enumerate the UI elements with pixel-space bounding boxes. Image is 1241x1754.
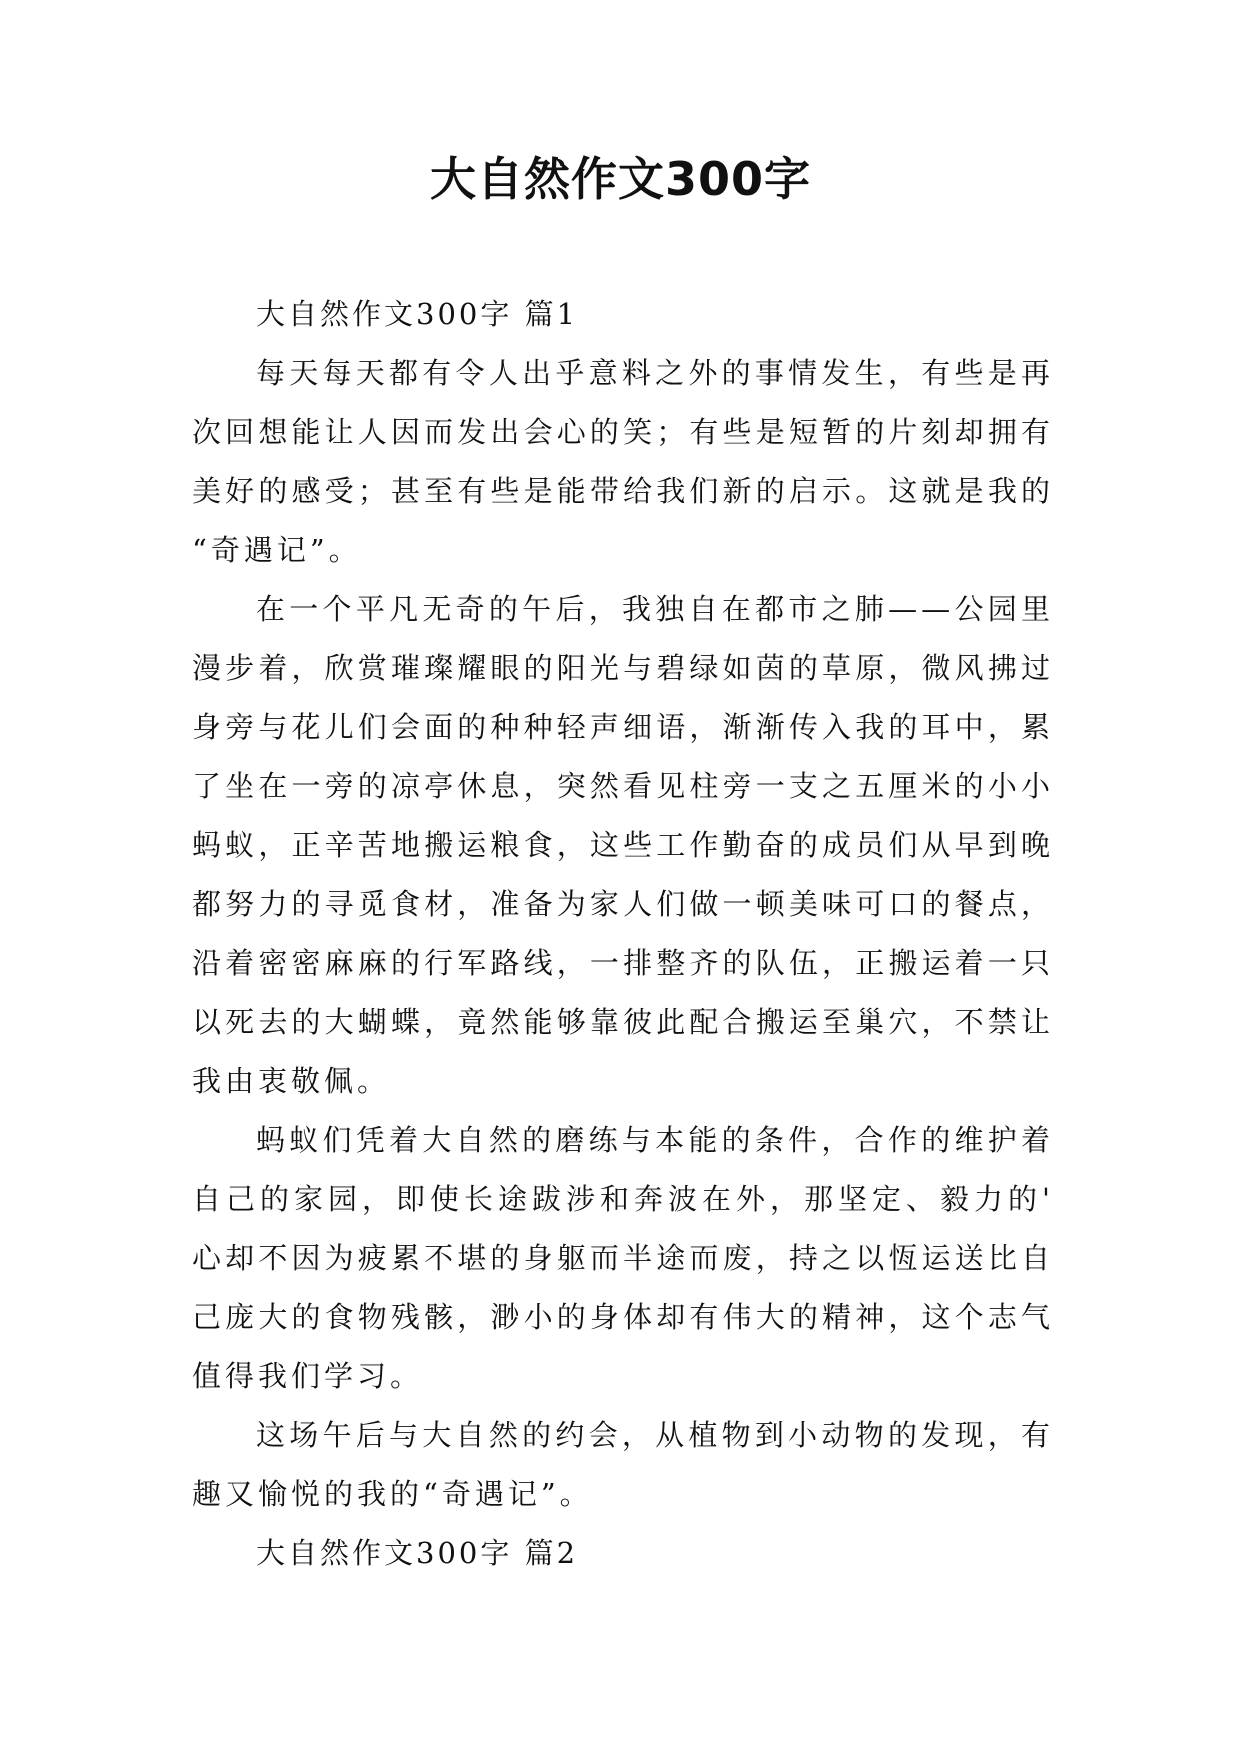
- paragraph: 每天每天都有令人出乎意料之外的事情发生，有些是再次回想能让人因而发出会心的笑；有些是短暂的片刻却拥有美好的感受；甚至有些是能带给我们新的启示。这就是我的“奇遇记”。: [192, 356, 1054, 567]
- section-heading: 大自然作文300字 篇2: [256, 1536, 579, 1570]
- document-body: [192, 285, 1054, 1583]
- section-heading: 大自然作文300字 篇1: [256, 297, 579, 331]
- paragraph: 蚂蚁们凭着大自然的磨练与本能的条件，合作的维护着自己的家园，即使长途跋涉和奔波在外，那坚定、毅力的'心却不因为疲累不堪的身躯而半途而废，持之以恆运送比自己庞大的食物残骸，渺小的身体却有伟大的精神，这个志气值得我们学习。: [192, 1123, 1054, 1393]
- paragraph: 这场午后与大自然的约会，从植物到小动物的发现，有趣又愉悦的我的“奇遇记”。: [192, 1418, 1054, 1511]
- document-title: 大自然作文300字: [429, 152, 812, 206]
- paragraph: 在一个平凡无奇的午后，我独自在都市之肺——公园里漫步着，欣赏璀璨耀眼的阳光与碧绿如茵的草原，微风拂过身旁与花儿们会面的种种轻声细语，渐渐传入我的耳中，累了坐在一旁的凉亭休息，突然看见柱旁一支之五厘米的小小蚂蚁，正辛苦地搬运粮食，这些工作勤奋的成员们从早到晚都努力的寻觅食材，准备为家人们做一顿美味可口的餐点，沿着密密麻麻的行军路线，一排整齐的队伍，正搬运着一只以死去的大蝴蝶，竟然能够靠彼此配合搬运至巢穴，不禁让我由衷敬佩。: [192, 592, 1054, 1098]
